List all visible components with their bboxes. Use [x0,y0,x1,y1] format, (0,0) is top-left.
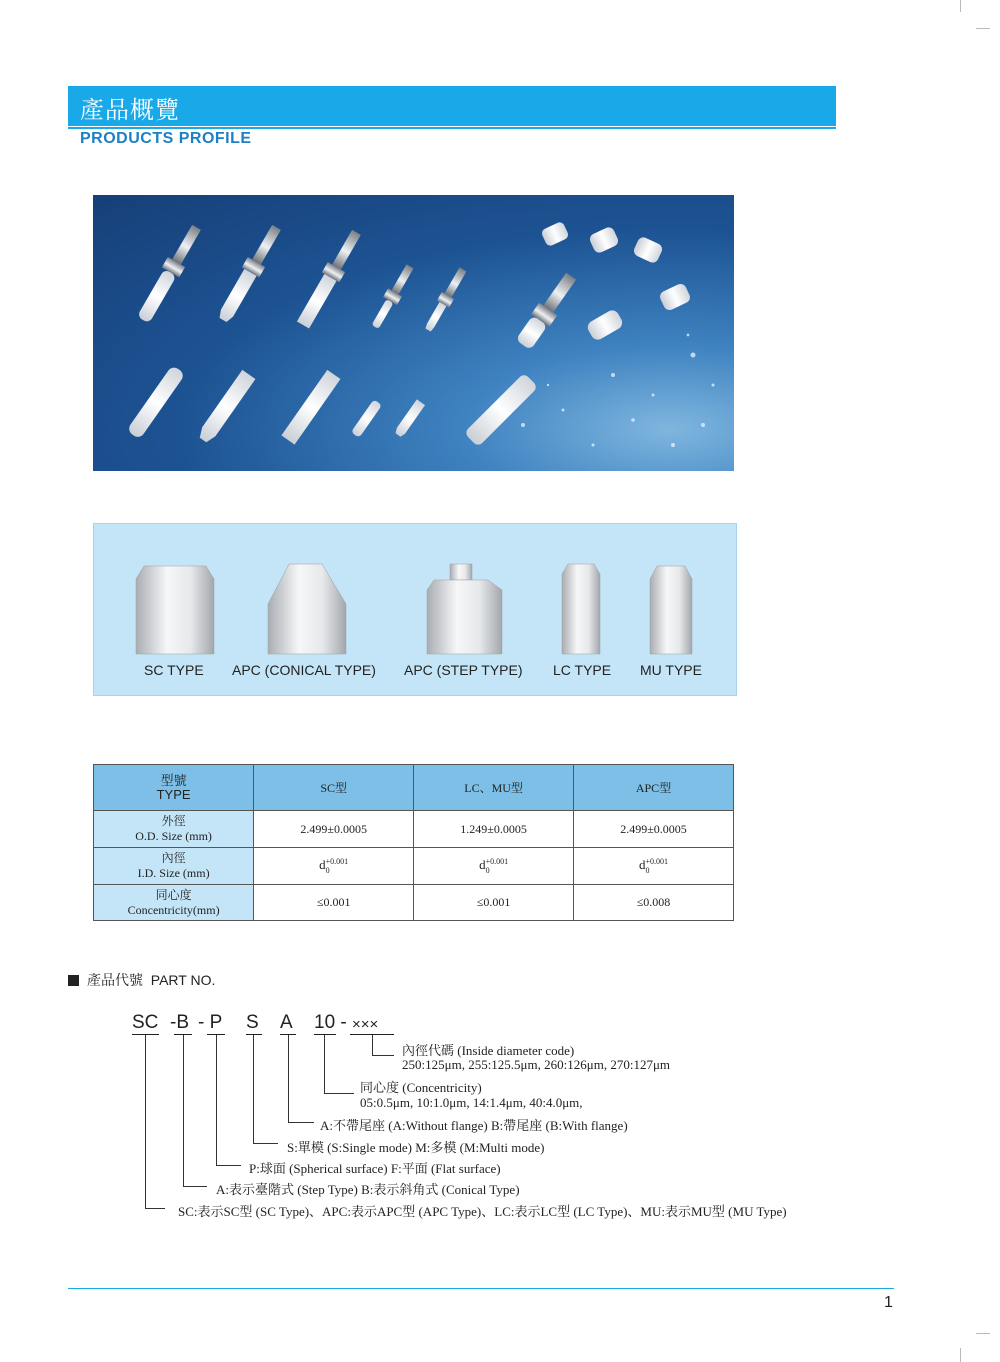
id-tol-sup: +0.001 [645,857,669,867]
connector-line [183,1186,207,1187]
lc-type-shape [562,564,600,654]
sc-type-shape [136,566,214,654]
type-label-apc-conical: APC (CONICAL TYPE) [232,662,376,678]
part-no-title [68,970,215,990]
id-d: d [639,856,646,872]
table-cell: 1.249±0.0005 [414,811,574,848]
crop-mark-bottom [960,1348,961,1362]
row-label-en: O.D. Size (mm) [135,829,212,843]
row-label-zh: 同心度 [155,887,192,902]
desc-mode: S:單模 (S:Single mode) M:多模 (M:Multi mode) [287,1140,545,1155]
table-header-apc: APC型 [574,765,734,811]
crop-mark-top [960,0,961,12]
connector-line [288,1035,289,1122]
row-label-en: I.D. Size (mm) [137,866,210,880]
id-tol-sup: +0.001 [325,857,349,867]
row-label-en: Concentricity(mm) [127,902,220,917]
table-cell [574,848,734,885]
row-label-zh: 外徑 [161,814,186,828]
footer-rule [68,1288,894,1289]
connector-line [253,1035,254,1143]
row-label-id [94,848,254,885]
page-title-en: PRODUCTS PROFILE [80,130,252,147]
connector-line [253,1143,278,1144]
id-tol-sup: +0.001 [485,857,509,867]
table-header-row [94,765,734,811]
row-label-concentricity [94,885,254,921]
desc-surface: P:球面 (Spherical surface) F:平面 (Flat surface) [249,1161,501,1176]
type-label-lc: LC TYPE [553,662,612,678]
code-s: S [246,1012,259,1033]
table-cell: ≤0.001 [254,885,414,921]
id-tol-sub: 0 [645,866,650,876]
code-underline [246,1034,262,1035]
product-photo-illustration [93,195,734,471]
id-d: d [479,856,486,872]
table-header-sc: SC型 [254,765,414,811]
code-a: A [280,1012,293,1033]
table-row [94,811,734,848]
connector-line [372,1035,373,1055]
ferrule-types-panel [93,523,737,696]
id-tol-sub: 0 [485,866,490,876]
code-10: 10 - [314,1012,347,1033]
product-photo [93,195,734,471]
desc-type: SC:表示SC型 (SC Type)、APC:表示APC型 (APC Type)、LC:表示LC型 (LC Type)、MU:表示MU型 (MU Type) [178,1204,787,1219]
code-p: - P [198,1012,223,1033]
page-number: 1 [884,1294,893,1311]
connector-line [324,1035,325,1093]
code-b: -B [170,1012,189,1033]
code-underline [314,1034,336,1035]
table-cell: 2.499±0.0005 [574,811,734,848]
apc-step-shape [427,564,502,654]
type-label-mu: MU TYPE [640,662,702,678]
table-header-lc-mu: LC、MU型 [414,765,574,811]
connector-line [183,1035,184,1186]
table-cell [414,848,574,885]
connector-line [145,1035,146,1208]
connector-line [216,1035,217,1165]
table-row [94,848,734,885]
mu-type-shape [650,566,692,654]
type-en: TYPE [156,786,191,802]
crop-mark-bottom-h [976,1333,990,1334]
table-cell: 2.499±0.0005 [254,811,414,848]
apc-conical-shape [268,564,346,654]
crop-mark-top-h [976,28,990,29]
connector-line [216,1165,241,1166]
desc-flange: A:不帶尾座 (A:Without flange) B:帶尾座 (B:With flange) [320,1118,628,1133]
table-row [94,885,734,921]
header-rule [68,127,836,129]
table-cell: ≤0.008 [574,885,734,921]
part-no-title-zh: 產品代號 [87,972,143,988]
table-cell: ≤0.001 [414,885,574,921]
id-d: d [319,856,326,872]
spec-table [93,764,734,921]
connector-line [324,1093,354,1094]
connector-line [372,1055,394,1056]
desc-concentricity-values: 05:0.5μm, 10:1.0μm, 14:1.4μm, 40:4.0μm, [360,1095,583,1110]
connector-line [145,1208,165,1209]
desc-concentricity: 同心度 (Concentricity) [360,1080,482,1095]
row-label-od [94,811,254,848]
page-title-zh: 產品概覽 [80,96,180,124]
desc-shape: A:表示臺階式 (Step Type) B:表示斜角式 (Conical Type) [216,1182,520,1197]
type-label-sc: SC TYPE [144,662,204,678]
row-label-zh: 內徑 [161,851,186,865]
id-tol-sub: 0 [325,866,330,876]
type-label-apc-step: APC (STEP TYPE) [404,662,523,678]
desc-inside-diameter-values: 250:125μm, 255:125.5μm, 260:126μm, 270:127μm [402,1057,671,1072]
connector-line [288,1122,314,1123]
part-no-title-en: PART NO. [150,972,216,988]
type-zh: 型號 [160,772,187,788]
table-cell [254,848,414,885]
desc-inside-diameter: 內徑代碼 (Inside diameter code) [402,1043,575,1058]
table-header-type [94,765,254,811]
code-sc: SC [132,1012,159,1033]
header-band [68,86,836,126]
code-xxx: ××× [352,1016,379,1033]
bullet-square-icon [68,975,79,986]
